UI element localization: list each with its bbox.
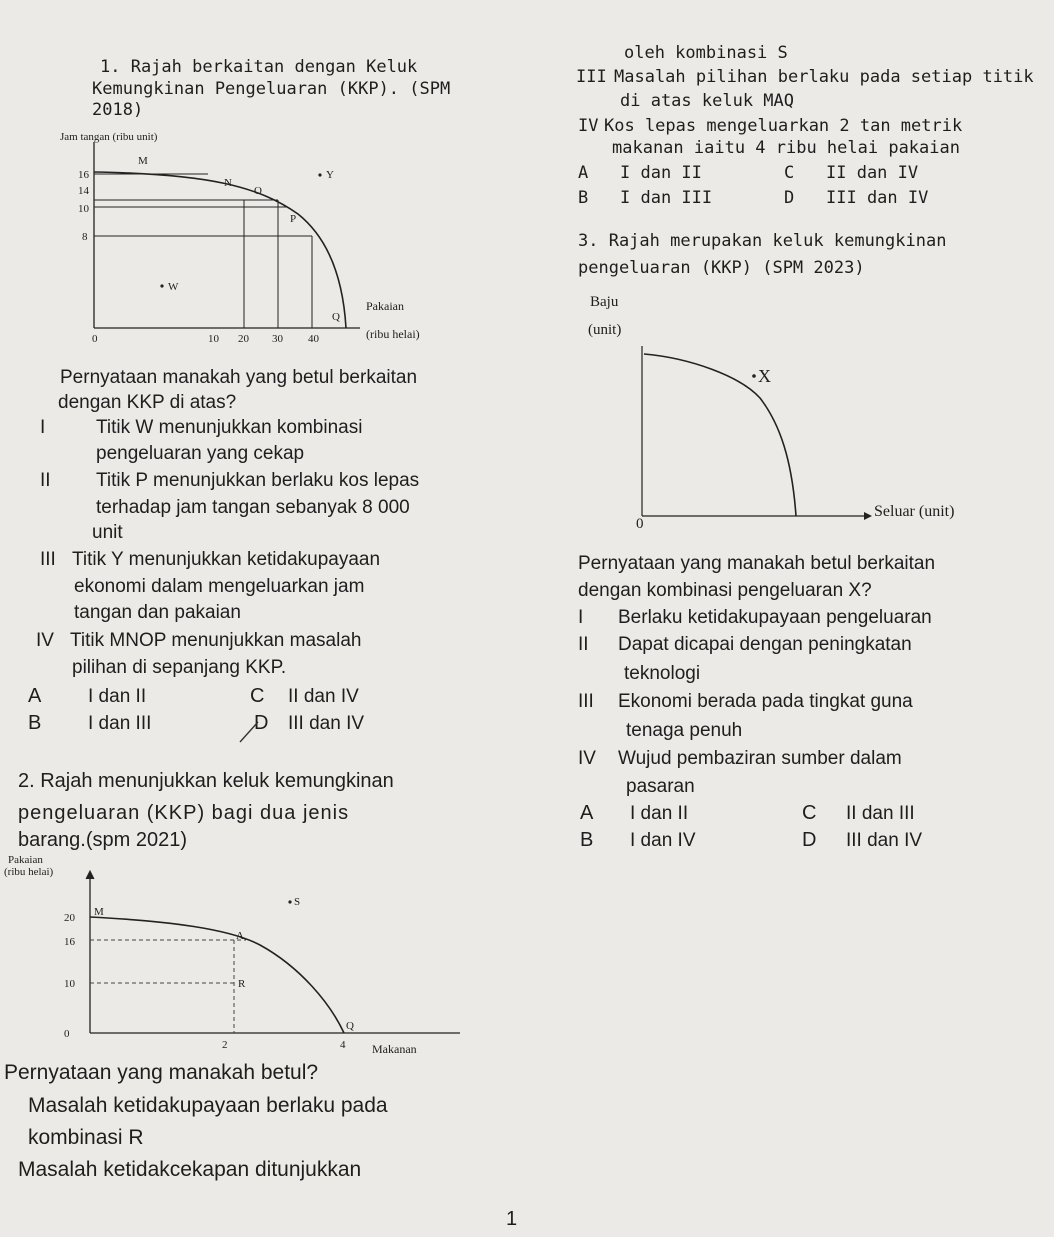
cont-s4-line1: Kos lepas mengeluarkan 2 tan metrik [604, 116, 963, 136]
q2-title-line1: 2. Rajah menunjukkan keluk kemungkinan [18, 770, 394, 792]
q1-stem-line2: dengan KKP di atas? [58, 392, 237, 413]
q1-option-c-text: II dan IV [288, 686, 359, 707]
q2-y-axis-label-1: Pakaian [8, 854, 43, 866]
q3-option-b-text: I dan IV [630, 830, 696, 851]
q2-ytick-20: 20 [64, 912, 75, 924]
q3-y-axis-label-2: (unit) [588, 322, 622, 338]
q1-option-b-text: I dan III [88, 713, 152, 734]
q1-title-line1: 1. Rajah berkaitan dengan Keluk [100, 57, 418, 77]
q1-title-line3: 2018) [92, 100, 144, 120]
q1-s2-line1: Titik P menunjukkan berlaku kos lepas [96, 470, 420, 491]
cont-option-d-text: III dan IV [826, 188, 929, 208]
q1-option-c-letter: C [250, 685, 265, 707]
q1-s4-line1: Titik MNOP menunjukkan masalah [70, 630, 362, 651]
q2-point-M: M [94, 906, 104, 918]
q2-point-A: A [236, 930, 244, 942]
q3-s1-num: I [578, 607, 584, 628]
cont-option-d-letter: D [784, 188, 795, 208]
q1-origin: 0 [92, 333, 98, 345]
q1-ppc-chart [58, 128, 458, 350]
q2-point-Q: Q [346, 1020, 354, 1032]
q3-ppc-curve [644, 354, 796, 516]
q3-stem-line1: Pernyataan yang manakah betul berkaitan [578, 553, 936, 574]
q3-option-b-letter: B [580, 829, 594, 851]
q1-ppc-curve [94, 172, 346, 328]
q3-point-X-dot [752, 374, 756, 378]
q2-point-R: R [238, 978, 246, 990]
q3-s4-line1: Wujud pembaziran sumber dalam [618, 748, 902, 769]
q3-s3-num: III [578, 691, 594, 712]
q1-s2-num: II [40, 470, 51, 491]
q1-s2-line2: terhadap jam tangan sebanyak 8 000 [96, 497, 410, 518]
q1-point-Q: Q [332, 311, 340, 323]
cont-line1: oleh kombinasi S [624, 43, 788, 63]
q2-s2: Masalah ketidakcekapan ditunjukkan [18, 1158, 362, 1181]
q3-option-a-text: I dan II [630, 803, 689, 824]
q1-xtick-40: 40 [308, 333, 319, 345]
q1-point-Y-dot [318, 173, 321, 176]
q3-s3-line2: tenaga penuh [626, 720, 743, 741]
q1-ytick-14: 14 [78, 185, 89, 197]
q1-s3-line1: Titik Y menunjukkan ketidakupayaan [72, 549, 381, 570]
q2-s1: Masalah ketidakupayaan berlaku pada [28, 1094, 388, 1117]
q2-s1b: kombinasi R [28, 1126, 144, 1149]
q2-point-S: S [294, 896, 301, 908]
q3-title-line1: 3. Rajah merupakan keluk kemungkinan [578, 231, 947, 251]
q2-ppc-chart [0, 853, 470, 1063]
q2-ppc-curve [90, 917, 344, 1033]
q2-ytick-10: 10 [64, 978, 75, 990]
q1-option-d-letter: D [254, 712, 269, 734]
q3-s4-num: IV [578, 748, 596, 769]
q2-origin: 0 [64, 1028, 70, 1040]
q1-s1-line1: Titik W menunjukkan kombinasi [96, 417, 363, 438]
q1-point-Y: Y [326, 169, 334, 181]
q1-s3-line2: ekonomi dalam mengeluarkan jam [74, 576, 365, 597]
q2-stem: Pernyataan yang manakah betul? [4, 1061, 319, 1084]
q1-option-a-text: I dan II [88, 686, 147, 707]
q1-y-axis-label: Jam tangan (ribu unit) [60, 131, 158, 143]
q3-ppc-chart [580, 290, 980, 530]
page-number: 1 [506, 1208, 518, 1230]
cont-s4-line2: makanan iaitu 4 ribu helai pakaian [612, 138, 960, 158]
q3-y-axis-label-1: Baju [590, 294, 619, 310]
q2-title-line3: barang.(spm 2021) [18, 829, 187, 851]
q1-ytick-16: 16 [78, 169, 89, 181]
q1-point-W-dot [160, 284, 163, 287]
q1-xtick-10: 10 [208, 333, 219, 345]
q1-x-axis-label-2: (ribu helai) [366, 327, 420, 341]
q3-option-c-letter: C [802, 802, 817, 824]
q1-point-N: N [224, 177, 232, 189]
q1-xtick-30: 30 [272, 333, 283, 345]
q3-s2-line1: Dapat dicapai dengan peningkatan [618, 634, 912, 655]
cont-option-a-text: I dan II [620, 163, 702, 183]
q3-s3-line1: Ekonomi berada pada tingkat guna [618, 691, 913, 712]
q3-stem-line2: dengan kombinasi pengeluaran X? [578, 580, 872, 601]
q2-y-axis-label-2: (ribu helai) [4, 866, 54, 878]
q1-s3-num: III [40, 549, 56, 570]
q1-stem-line1: Pernyataan manakah yang betul berkaitan [60, 367, 418, 388]
q1-option-b-letter: B [28, 712, 42, 734]
q1-s4-line2: pilihan di sepanjang KKP. [72, 657, 287, 678]
q1-option-d-text: III dan IV [288, 713, 365, 734]
q3-option-c-text: II dan III [846, 803, 915, 824]
q1-point-W: W [168, 281, 179, 293]
q2-point-S-dot [288, 900, 291, 903]
cont-s3-line1: Masalah pilihan berlaku pada setiap titik [614, 67, 1034, 87]
q2-xtick-4: 4 [340, 1039, 346, 1051]
q1-s3-line3: tangan dan pakaian [74, 602, 241, 623]
q1-ytick-8: 8 [82, 231, 88, 243]
q3-point-X: X [758, 366, 771, 386]
q1-x-axis-label-1: Pakaian [366, 299, 404, 313]
cont-s4-num: IV [578, 116, 599, 136]
q1-point-O: O [254, 185, 262, 197]
q3-s2-num: II [578, 634, 589, 655]
cont-s3-line2: di atas keluk MAQ [620, 91, 794, 111]
q3-origin: 0 [636, 516, 644, 530]
q2-title-line2: pengeluaran (KKP) bagi dua jenis [18, 802, 350, 824]
q1-title-line2: Kemungkinan Pengeluaran (KKP). (SPM [92, 79, 451, 99]
cont-option-a-letter: A [578, 163, 589, 183]
q1-s1-line2: pengeluaran yang cekap [96, 443, 305, 464]
cont-option-c-letter: C [784, 163, 795, 183]
q3-option-d-letter: D [802, 829, 817, 851]
q2-xtick-2: 2 [222, 1039, 228, 1051]
q1-s4-num: IV [36, 630, 54, 651]
q3-s4-line2: pasaran [626, 776, 695, 797]
q1-point-M: M [138, 155, 148, 167]
cont-option-b-text: I dan III [620, 188, 713, 208]
q2-ytick-16: 16 [64, 936, 75, 948]
q1-option-a-letter: A [28, 685, 42, 707]
q3-option-a-letter: A [580, 802, 594, 824]
q1-point-P: P [290, 213, 297, 225]
q3-option-d-text: III dan IV [846, 830, 923, 851]
cont-option-c-text: II dan IV [826, 163, 919, 183]
q1-s2-line3: unit [92, 522, 123, 543]
q1-s1-num: I [40, 417, 46, 438]
q1-xtick-20: 20 [238, 333, 249, 345]
cont-option-b-letter: B [578, 188, 589, 208]
q2-x-axis-label: Makanan [372, 1042, 417, 1056]
q3-title-line2: pengeluaran (KKP) (SPM 2023) [578, 258, 865, 278]
q3-x-axis-label: Seluar (unit) [874, 503, 955, 520]
q3-s2-line2: teknologi [624, 663, 701, 684]
q1-ytick-10: 10 [78, 203, 89, 215]
answer-tick-mark [236, 716, 276, 746]
cont-s3-num: III [576, 67, 607, 87]
q3-s1-text: Berlaku ketidakupayaan pengeluaran [618, 607, 932, 628]
